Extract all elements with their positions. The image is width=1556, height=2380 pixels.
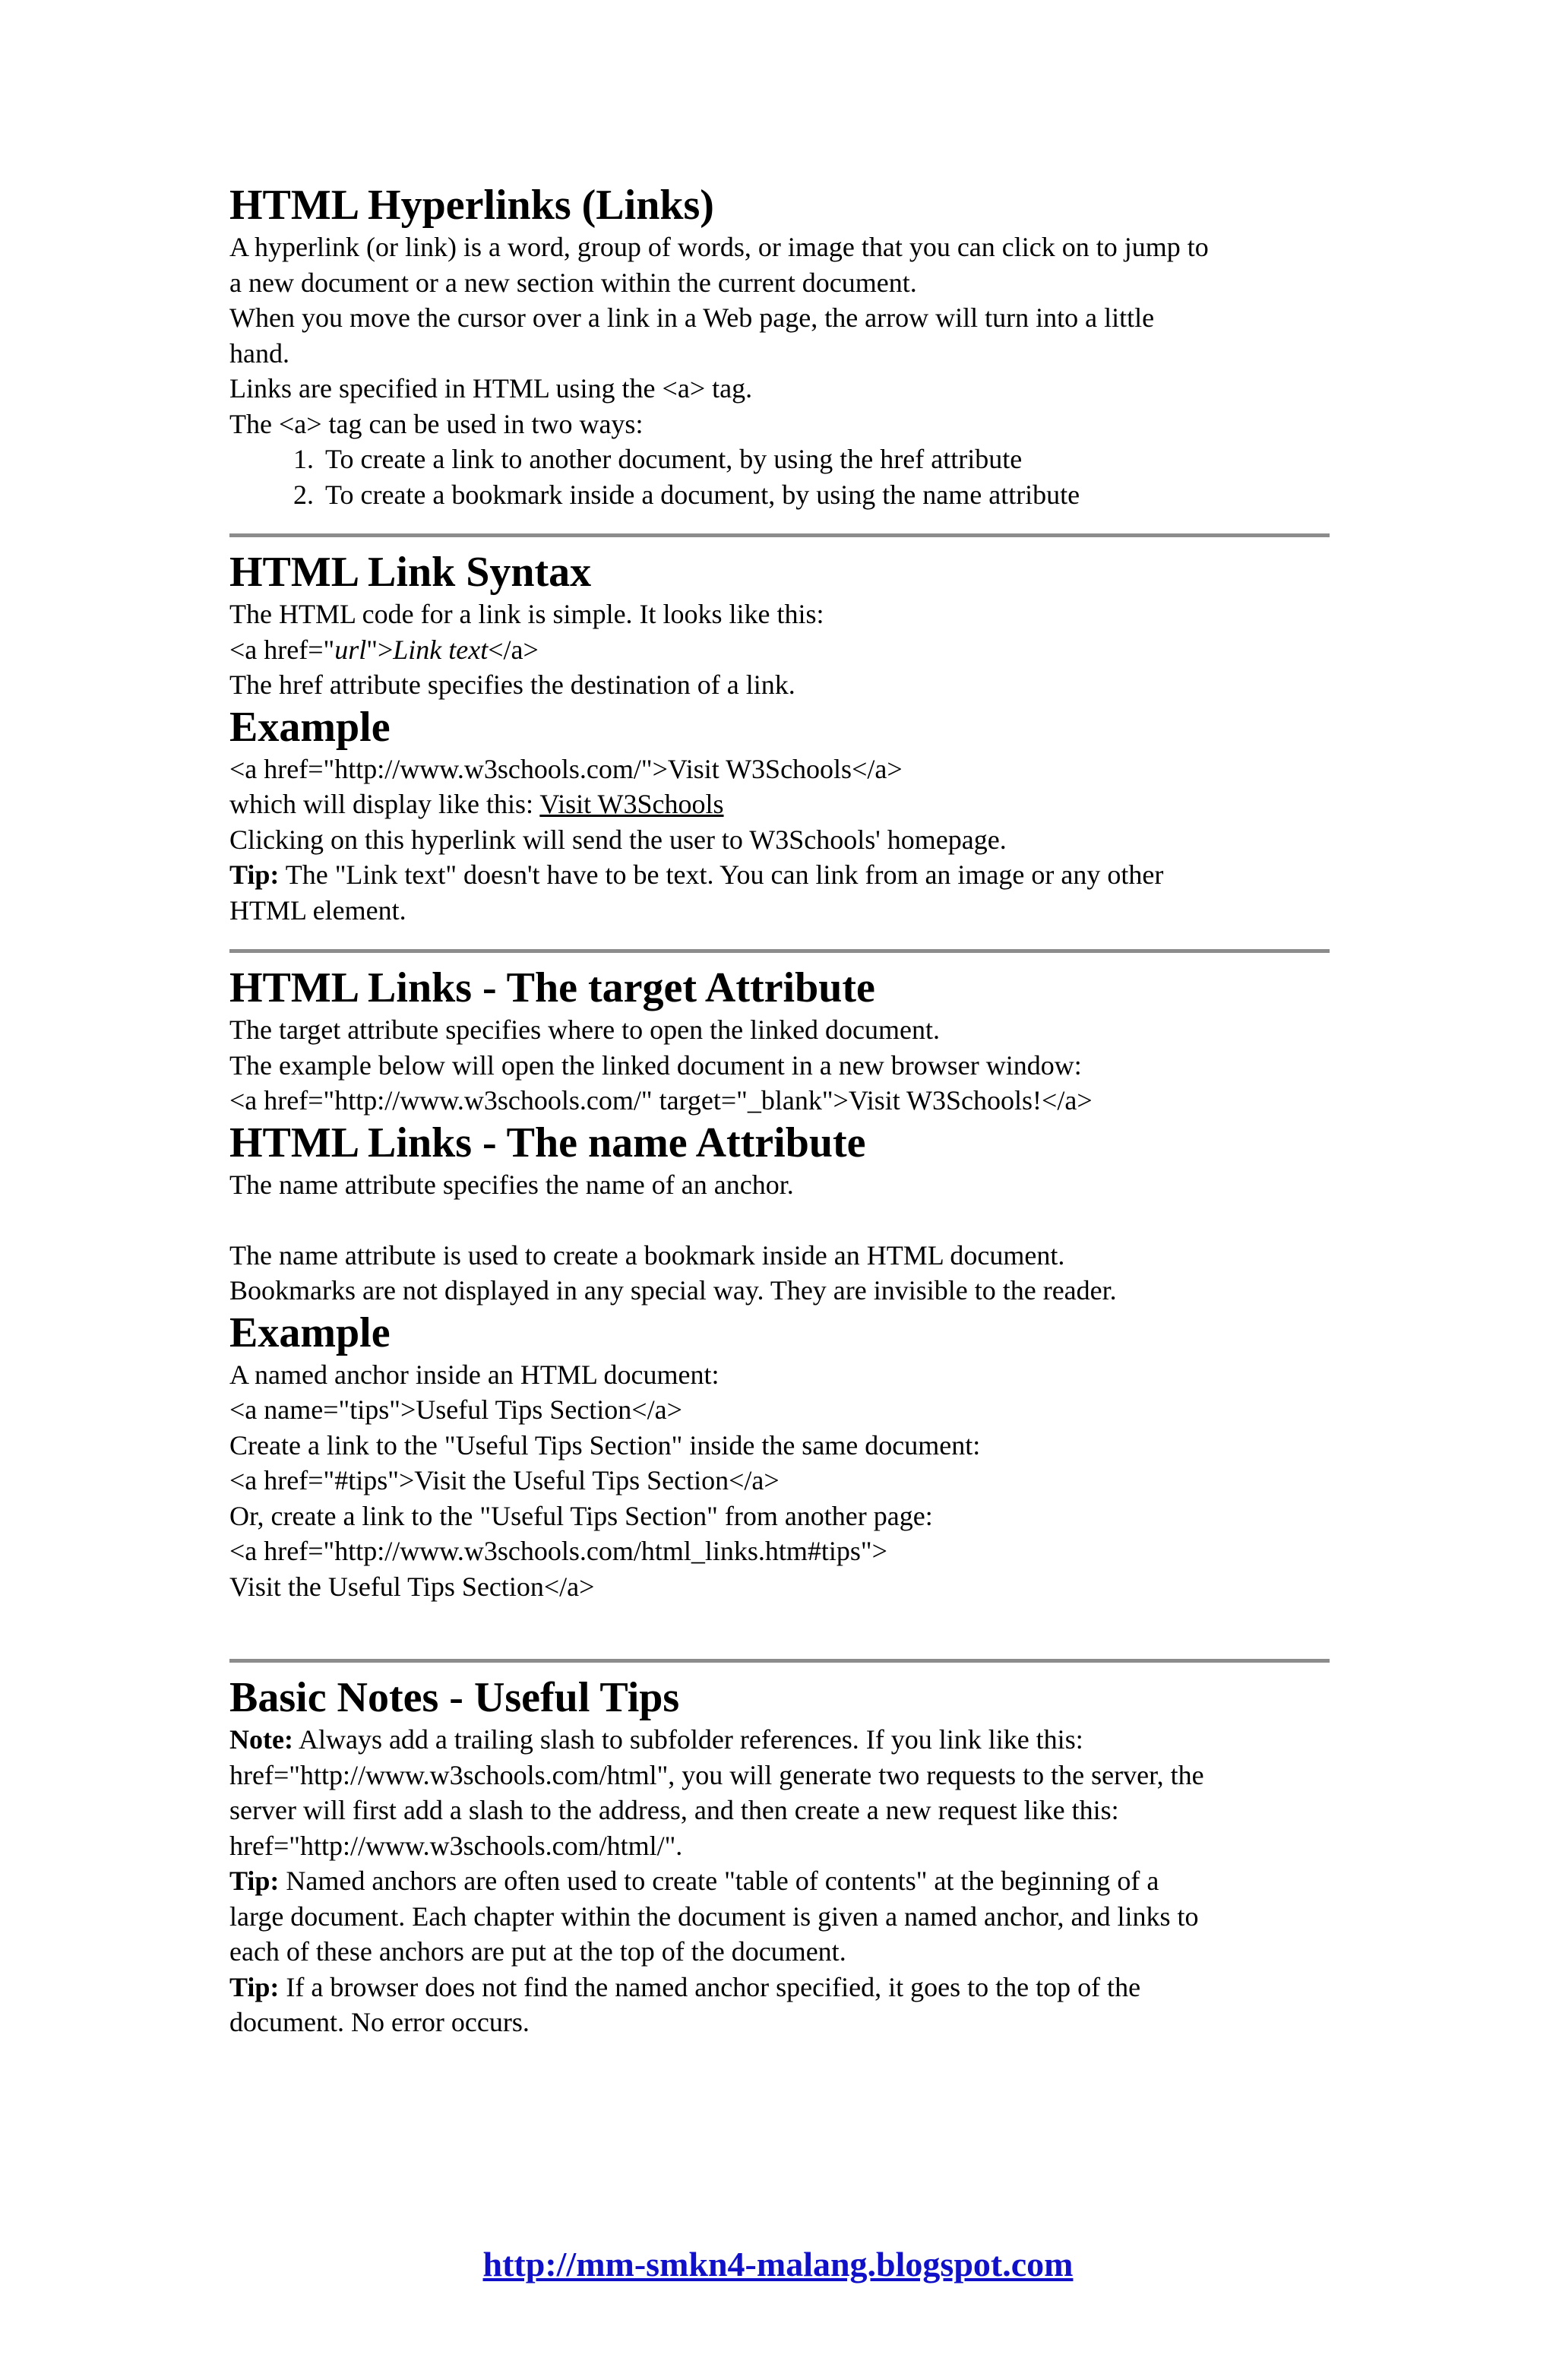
document-page [229,181,1330,2040]
display-prefix: which will display like this: [229,789,540,819]
paragraph-line: each of these anchors are put at the top of the document. [229,1936,846,1967]
paragraph-line [229,786,1330,822]
paragraph-line: a new document or a new section within the current document. [229,267,917,298]
heading-name-attribute: HTML Links - The name Attribute [229,1119,866,1166]
paragraph-line: href="http://www.w3schools.com/html/". [229,1830,683,1861]
paragraph-line: href="http://www.w3schools.com/html", you will generate two requests to the server, the [229,1759,1204,1790]
tip-line [229,857,1330,893]
syntax-link-text: Link text [393,634,489,665]
paragraph-line: Links are specified in HTML using the <a> tag. [229,373,753,404]
paragraph-line: HTML element. [229,894,406,926]
paragraph-line: hand. [229,337,289,369]
heading-target-attribute: HTML Links - The target Attribute [229,964,875,1011]
note-text: Always add a trailing slash to subfolder references. If you link like this: [293,1724,1083,1755]
code-line: <a href="http://www.w3schools.com/" target="_blank">Visit W3Schools!</a> [229,1085,1093,1116]
paragraph-line: The target attribute specifies where to open the linked document. [229,1014,941,1045]
list-item: 1. To create a link to another document, by using the href attribute [321,442,1330,477]
paragraph-line: A hyperlink (or link) is a word, group of words, or image that you can click on to jump to [229,232,1209,262]
tip-label: Tip: [229,859,280,890]
footer-blog-link[interactable]: http://mm-smkn4-malang.blogspot.com [482,2245,1074,2283]
code-line: <a href="http://www.w3schools.com/">Visit W3Schools</a> [229,753,903,784]
heading-basic-notes: Basic Notes - Useful Tips [229,1674,680,1721]
note-label: Note: [229,1724,293,1755]
tip-label: Tip: [229,1866,280,1896]
syntax-url: url [334,634,367,665]
code-line: <a href="#tips">Visit the Useful Tips Section</a> [229,1465,780,1495]
syntax-part: <a href=" [229,634,335,665]
paragraph-line: Create a link to the "Useful Tips Section" inside the same document: [229,1429,981,1461]
paragraph-line: Or, create a link to the "Useful Tips Section" from another page: [229,1500,933,1531]
paragraph-line: The <a> tag can be used in two ways: [229,408,644,439]
paragraph-line: A named anchor inside an HTML document: [229,1359,719,1390]
paragraph-line: document. No error occurs. [229,2007,530,2037]
code-line: Visit the Useful Tips Section</a> [229,1571,595,1602]
paragraph-line: The example below will open the linked document in a new browser window: [229,1049,1082,1081]
syntax-line [229,632,1330,668]
code-line: <a name="tips">Useful Tips Section</a> [229,1394,682,1425]
visit-w3schools-link[interactable]: Visit W3Schools [539,789,724,819]
tip-text: Named anchors are often used to create "table of contents" at the beginning of a [279,1866,1159,1896]
heading-html-hyperlinks: HTML Hyperlinks (Links) [229,182,714,229]
tip-label: Tip: [229,1971,280,2002]
paragraph-line: Bookmarks are not displayed in any special way. They are invisible to the reader. [229,1275,1117,1306]
paragraph-line: The name attribute specifies the name of an anchor. [229,1169,794,1200]
paragraph-line: Clicking on this hyperlink will send the user to W3Schools' homepage. [229,824,1007,855]
paragraph-line: large document. Each chapter within the document is given a named anchor, and links to [229,1901,1199,1932]
list-item: 2. To create a bookmark inside a document, by using the name attribute [321,477,1330,513]
paragraph-line: The href attribute specifies the destination of a link. [229,669,795,700]
code-line: <a href="http://www.w3schools.com/html_links.htm#tips"> [229,1536,887,1566]
tip-text: If a browser does not find the named anchor specified, it goes to the top of the [279,1971,1141,2002]
paragraph-line: The HTML code for a link is simple. It looks like this: [229,599,824,629]
usage-list [229,442,1330,512]
paragraph-line: server will first add a slash to the address, and then create a new request like this: [229,1795,1119,1825]
tip-line [229,1863,1330,1899]
syntax-part: </a> [488,634,539,665]
syntax-part: "> [366,634,394,665]
heading-example: Example [229,1309,391,1356]
heading-link-syntax: HTML Link Syntax [229,549,592,596]
note-line [229,1722,1330,1758]
paragraph-line: The name attribute is used to create a bookmark inside an HTML document. [229,1239,1065,1271]
paragraph-line: When you move the cursor over a link in a Web page, the arrow will turn into a little [229,302,1155,333]
tip-text: The "Link text" doesn't have to be text. You can link from an image or any other [279,859,1164,890]
tip-line [229,1970,1330,2005]
heading-example: Example [229,703,391,751]
footer [0,2243,1556,2286]
